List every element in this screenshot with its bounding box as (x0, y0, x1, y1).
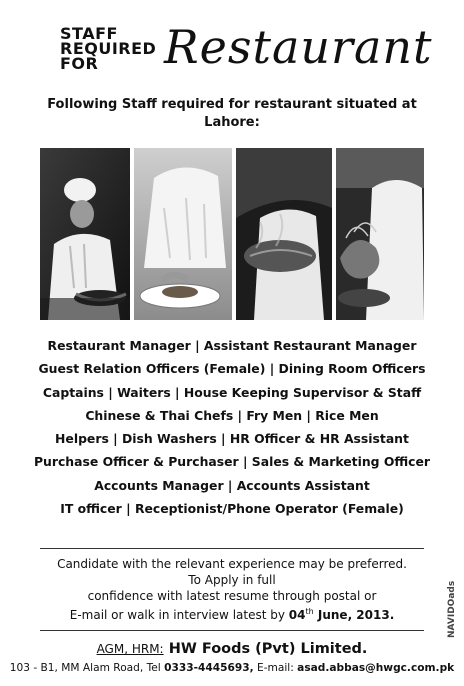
company-line (40, 638, 424, 657)
deadline-month-year: June, 2013. (313, 608, 395, 622)
application-instructions (20, 556, 444, 623)
positions-line-7: Accounts Manager | Accounts Assistant (94, 477, 370, 493)
positions-line-6: Purchase Officer & Purchaser | Sales & Marketing Officer (33, 454, 431, 470)
chef-photo-strip (40, 148, 424, 320)
positions-line-2: Guest Relation Officers (Female) | Dining Room Officers (38, 361, 426, 377)
positions-list (14, 334, 450, 520)
chef-garnishing-photo (336, 148, 424, 320)
company-name: HW Foods (Pvt) Limited. (168, 641, 368, 657)
footer-line-4 (20, 604, 444, 623)
intro-line-1: Following Staff required for restaurant situated at (47, 97, 417, 112)
positions-line-5: Helpers | Dish Washers | HR Officer & HR Assistant (55, 431, 409, 447)
contact-address (8, 662, 456, 674)
for-text: FOR (60, 54, 99, 73)
footer-line-2: To Apply in full (188, 573, 276, 587)
footer-line-1: Candidate with the relevant experience may be preferred. (57, 557, 407, 571)
email-address: asad.abbas@hwgc.com.pk (297, 662, 455, 674)
deadline-day-suffix: th (305, 607, 314, 616)
staff-required-block (60, 26, 156, 71)
positions-line-1: Restaurant Manager | Assistant Restaurant Manager (47, 338, 417, 353)
agm-hrm-label: AGM, HRM: (96, 642, 164, 656)
positions-line-3: Captains | Waiters | House Keeping Supervisor & Staff (42, 384, 422, 400)
intro-line-2: Lahore: (204, 115, 260, 130)
deadline-day: 04 (288, 608, 306, 622)
deadline-prefix: E-mail or walk in interview latest by (69, 608, 289, 622)
positions-line-4: Chinese & Thai Chefs | Fry Men | Rice Men (85, 407, 379, 423)
watermark-text: NAVIDOads (447, 580, 457, 638)
required-text: REQUIRED (60, 39, 157, 58)
divider-top (40, 548, 424, 549)
footer-line-3: confidence with latest resume through postal or (87, 589, 377, 603)
chef-plating-dish-photo (134, 148, 232, 320)
divider-bottom (40, 630, 424, 631)
ad-header (60, 20, 433, 82)
address-text: 103 - B1, MM Alam Road, Tel (9, 662, 165, 674)
chef-cooking-on-grill-photo (236, 148, 332, 320)
telephone-number: 0333-4445693, (164, 662, 254, 674)
staff-text: STAFF (60, 24, 118, 43)
restaurant-script-title: Restaurant (164, 20, 433, 74)
intro-text (20, 96, 444, 132)
chef-with-wok-photo (40, 148, 130, 320)
positions-line-8: IT officer | Receptionist/Phone Operator (Female) (60, 501, 404, 517)
email-label: E-mail: (253, 662, 298, 674)
